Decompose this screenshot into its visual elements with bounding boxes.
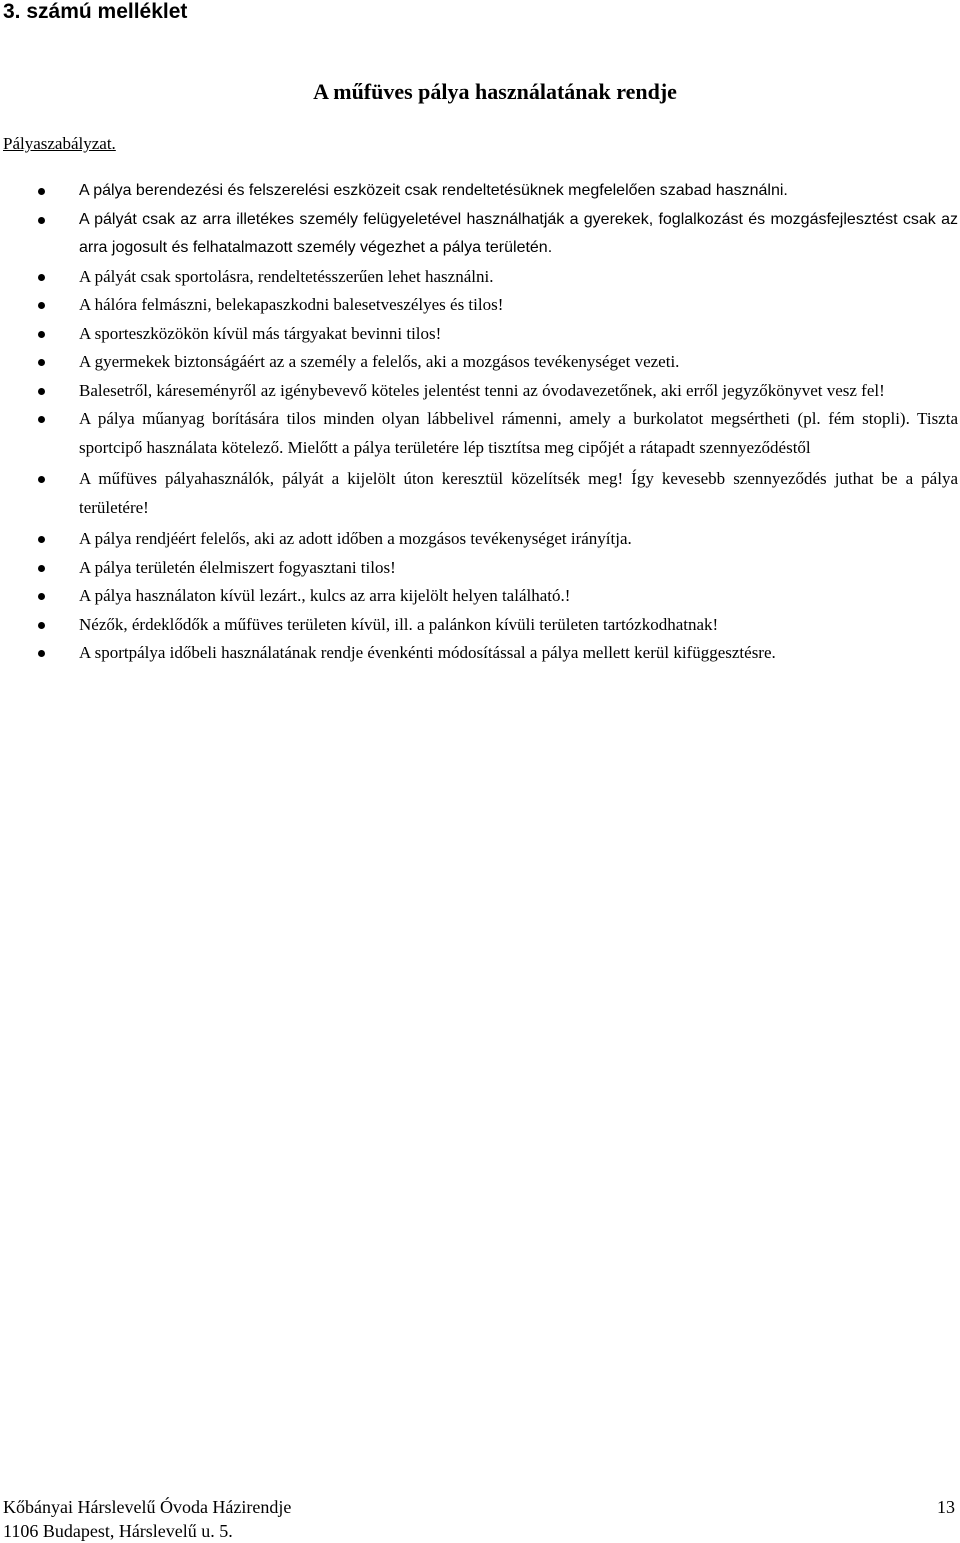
rule-item <box>0 377 958 406</box>
rule-item <box>0 554 958 583</box>
rule-text: A pálya rendjéért felelős, aki az adott időben a mozgásos tevékenységet irányítja. <box>79 529 632 548</box>
rule-text: A pályát csak sportolásra, rendeltetésszerűen lehet használni. <box>79 266 494 286</box>
rule-text: A pálya használaton kívül lezárt., kulcs az arra kijelölt helyen található.! <box>79 586 571 605</box>
rule-text: A hálóra felmászni, belekapaszkodni balesetveszélyes és tilos! <box>79 295 504 314</box>
rule-text: A pálya berendezési és felszerelési eszközeit csak rendeltetésüknek megfelelően szabad használni. <box>79 182 788 199</box>
rule-item <box>0 639 958 668</box>
page-footer <box>3 1495 955 1543</box>
footer-address: 1106 Budapest, Hárslevelű u. 5. <box>3 1521 233 1541</box>
bullet-icon <box>38 416 45 423</box>
rule-item <box>0 525 958 554</box>
rule-item <box>0 611 958 640</box>
document-title: A műfüves pálya használatának rendje <box>313 79 677 104</box>
bullet-icon <box>38 302 45 309</box>
rule-text: A sporteszközökön kívül más tárgyakat bevinni tilos! <box>79 323 442 343</box>
bullet-icon <box>38 536 45 543</box>
bullet-icon <box>38 331 45 338</box>
page-number: 13 <box>937 1497 955 1517</box>
rule-item <box>0 320 958 349</box>
rule-item <box>0 206 958 263</box>
appendix-heading: 3. számú melléklet <box>3 0 188 23</box>
rules-list <box>0 177 958 668</box>
rule-item <box>0 348 958 377</box>
rule-text: A pálya műanyag borítására tilos minden olyan lábbelivel rámenni, amely a burkolatot megsértheti (pl. fém stopli). Tiszta sportcipő használata kötelező. Mielőtt a pálya területére lép tisztítsa meg cipőjét a rátapadt szennyeződéstől <box>79 409 958 457</box>
bullet-icon <box>38 565 45 572</box>
rule-item <box>0 465 958 522</box>
bullet-icon <box>38 476 45 483</box>
rule-item <box>0 177 958 206</box>
bullet-icon <box>38 622 45 629</box>
rule-item <box>0 263 958 292</box>
rule-text: Balesetről, káreseményről az igénybevevő köteles jelentést tenni az óvodavezetőnek, aki erről jegyzőkönyvet vesz fel! <box>79 380 885 400</box>
bullet-icon <box>38 217 45 224</box>
bullet-icon <box>38 650 45 657</box>
rule-item <box>0 291 958 320</box>
rule-text: A sportpálya időbeli használatának rendje évenkénti módosítással a pálya mellett kerül kifüggesztésre. <box>79 643 776 662</box>
rule-text: Nézők, érdeklődők a műfüves területen kívül, ill. a palánkon kívüli területen tartózkodhatnak! <box>79 614 719 634</box>
bullet-icon <box>38 593 45 600</box>
footer-org: Kőbányai Hárslevelű Óvoda Házirendje <box>3 1497 292 1517</box>
rule-item <box>0 405 958 462</box>
section-label: Pályaszabályzat. <box>3 134 116 153</box>
rule-text: A műfüves pályahasználók, pályát a kijelölt úton keresztül közelítsék meg! Így kevesebb szennyeződés juthat be a pálya területére! <box>79 469 958 517</box>
bullet-icon <box>38 188 45 195</box>
rule-text: A pályát csak az arra illetékes személy felügyeletével használhatják a gyerekek, foglalkozást és mozgásfejlesztést csak az arra jogosult és felhatalmazott személy végezhet a pálya területén. <box>79 210 958 256</box>
rule-text: A pálya területén élelmiszert fogyasztani tilos! <box>79 557 396 577</box>
rule-item <box>0 582 958 611</box>
rule-text: A gyermekek biztonságáért az a személy a felelős, aki a mozgásos tevékenységet vezeti. <box>79 352 680 371</box>
bullet-icon <box>38 388 45 395</box>
bullet-icon <box>38 274 45 281</box>
bullet-icon <box>38 359 45 366</box>
